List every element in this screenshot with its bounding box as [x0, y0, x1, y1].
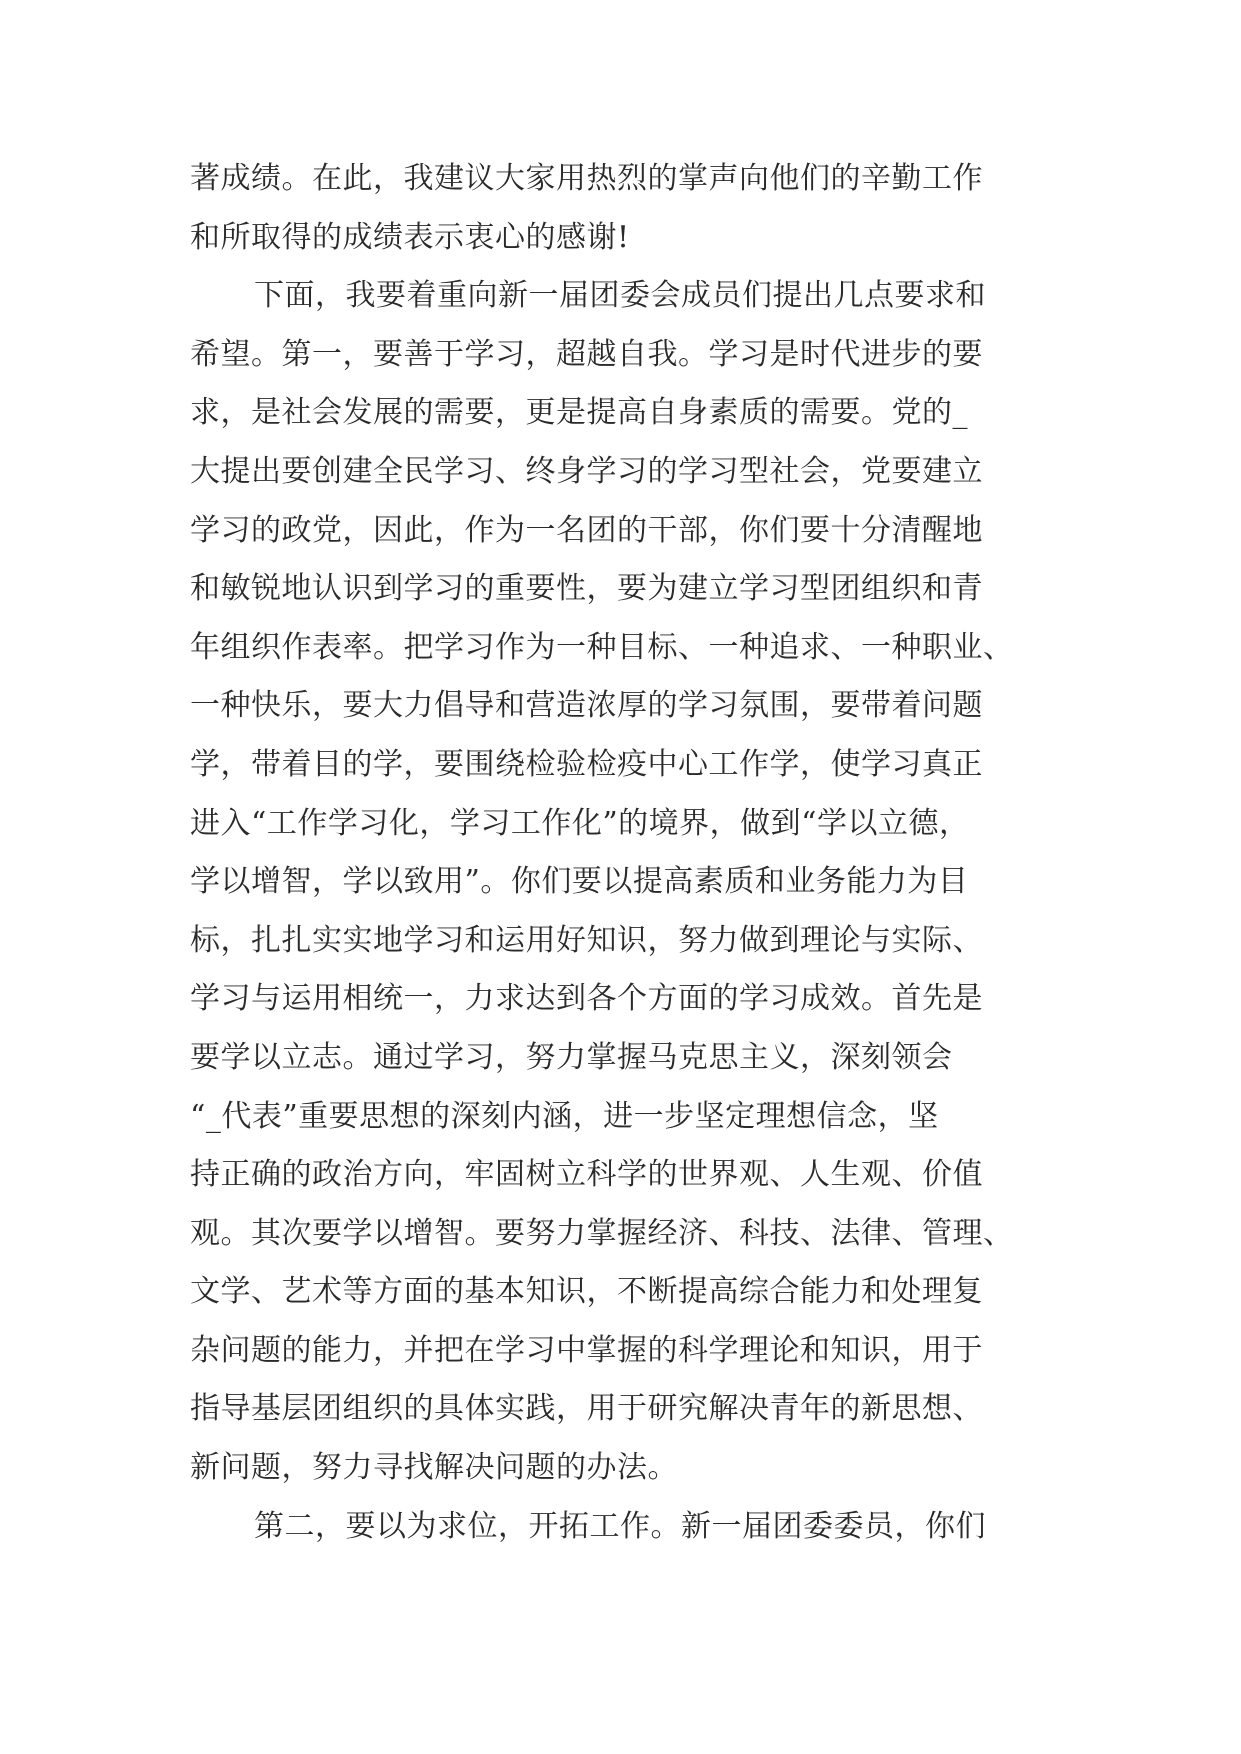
text-line: 一种快乐，要大力倡导和营造浓厚的学习氛围，要带着问题: [190, 688, 983, 724]
text-line: 学习与运用相统一，力求达到各个方面的学习成效。首先是: [190, 981, 983, 1017]
paragraph-start-line: 下面，我要着重向新一届团委会成员们提出几点要求和: [254, 278, 986, 314]
text-line: 年组织作表率。把学习作为一种目标、一种追求、一种职业、: [190, 629, 1014, 665]
text-line: 求，是社会发展的需要，更是提高自身素质的需要。党的_: [190, 395, 968, 431]
text-line: 文学、艺术等方面的基本知识，不断提高综合能力和处理复: [190, 1274, 983, 1310]
body-text: [190, 150, 1070, 1556]
text-line: 学习的政党，因此，作为一名团的干部，你们要十分清醒地: [190, 512, 983, 548]
paragraph-start-line: 第二，要以为求位，开拓工作。新一届团委委员，你们: [254, 1508, 986, 1544]
text-line: 新问题，努力寻找解决问题的办法。: [190, 1450, 678, 1486]
text-line: 和敏锐地认识到学习的重要性，要为建立学习型团组织和青: [190, 571, 983, 607]
text-line: 进入“工作学习化，学习工作化”的境界，做到“学以立德，: [190, 805, 970, 841]
text-line: 希望。第一，要善于学习，超越自我。学习是时代进步的要: [190, 336, 983, 372]
text-line: 要学以立志。通过学习，努力掌握马克思主义，深刻领会: [190, 1039, 953, 1075]
text-line: 大提出要创建全民学习、终身学习的学习型社会，党要建立: [190, 453, 983, 489]
text-line: 学，带着目的学，要围绕检验检疫中心工作学，使学习真正: [190, 746, 983, 782]
text-line: 标，扎扎实实地学习和运用好知识，努力做到理论与实际、: [190, 922, 983, 958]
text-line: 观。其次要学以增智。要努力掌握经济、科技、法律、管理、: [190, 1215, 1014, 1251]
text-line: 著成绩。在此，我建议大家用热烈的掌声向他们的辛勤工作: [190, 161, 983, 196]
text-line: “_代表”重要思想的深刻内涵，进一步坚定理想信念，坚: [190, 1098, 939, 1134]
text-line: 杂问题的能力，并把在学习中掌握的科学理论和知识，用于: [190, 1332, 983, 1368]
text-line: 持正确的政治方向，牢固树立科学的世界观、人生观、价值: [190, 1157, 983, 1193]
text-line: 学以增智，学以致用”。你们要以提高素质和业务能力为目: [190, 864, 969, 900]
text-line: 和所取得的成绩表示衷心的感谢!: [190, 219, 630, 255]
text-line: 指导基层团组织的具体实践，用于研究解决青年的新思想、: [190, 1391, 983, 1427]
